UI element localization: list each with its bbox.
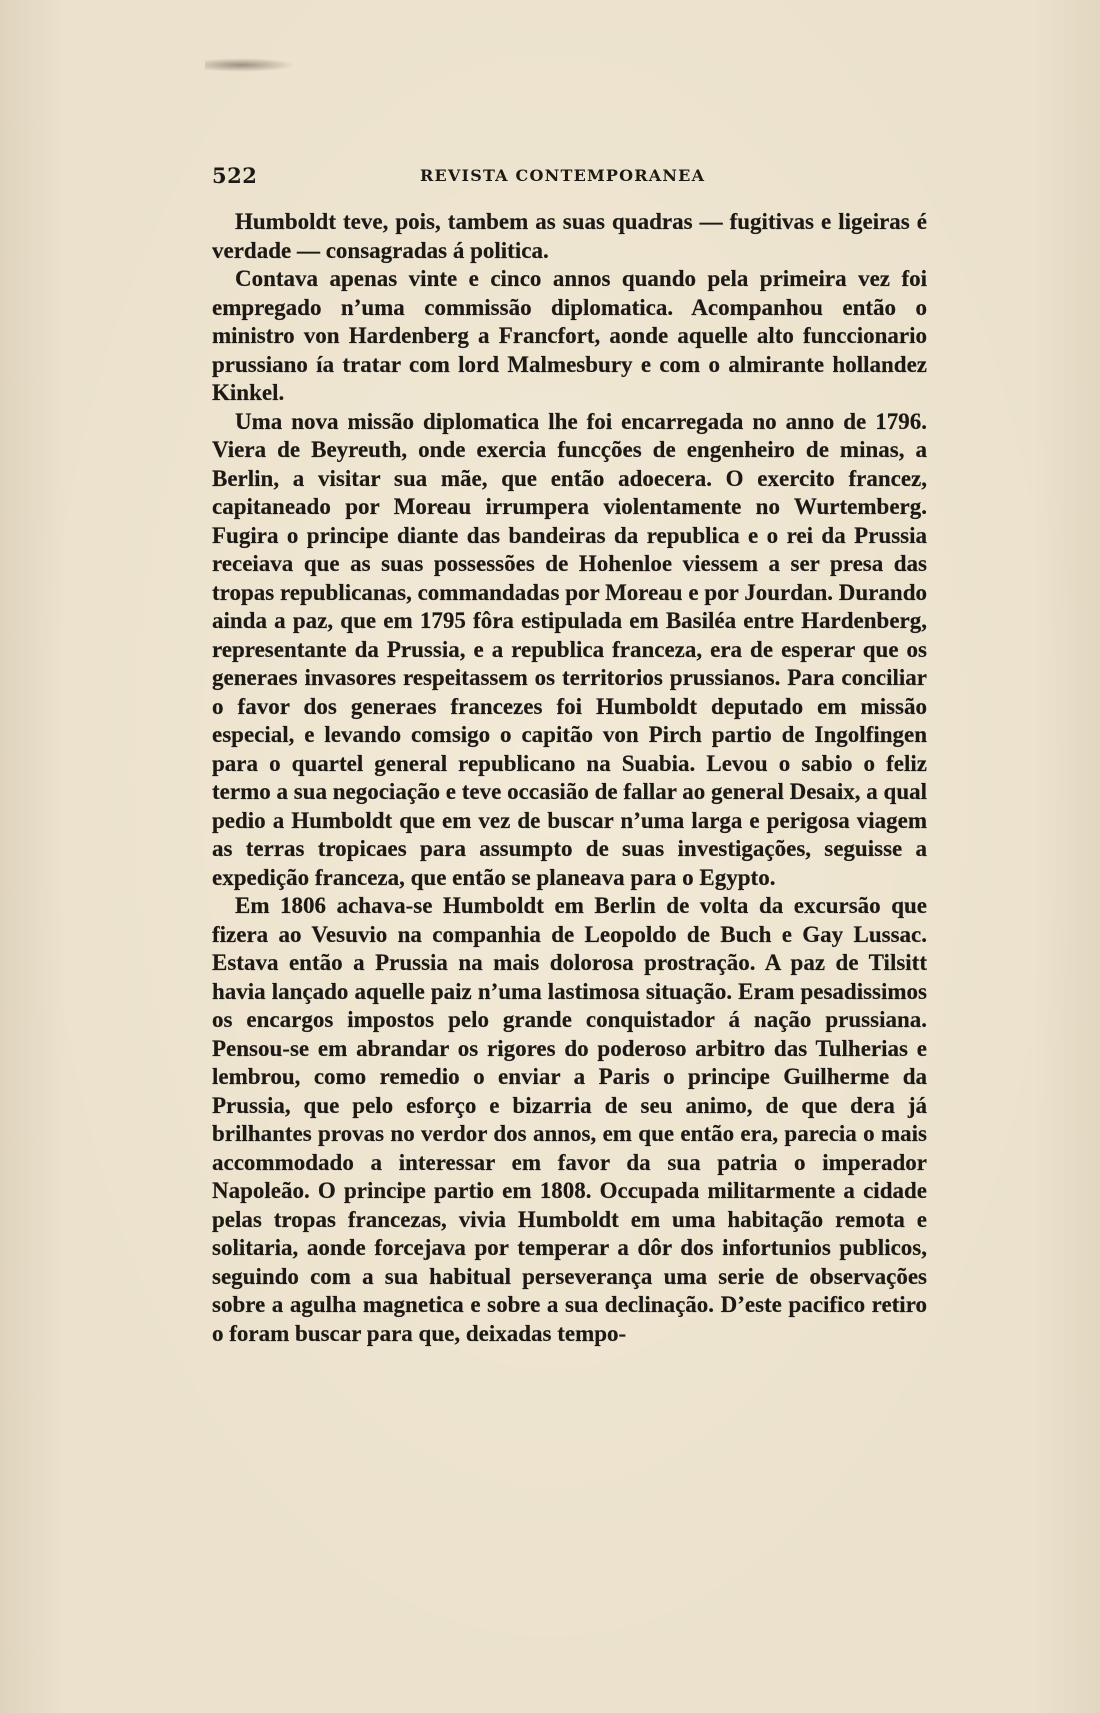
ink-smudge	[205, 58, 295, 72]
body-text	[212, 208, 927, 1348]
paragraph-4: Em 1806 achava-se Humboldt em Berlin de volta da excursão que fizera ao Vesuvio na companhia de Leopoldo de Buch e Gay Lussac. Estava então a Prussia na mais dolorosa prostração. A paz de Tilsitt havia lançado aquelle paiz n’uma lastimosa situação. Eram pesadissimos os encargos impostos pelo grande conquistador á nação prussiana. Pensou-se em abrandar os rigores do poderoso arbitro das Tulherias e lembrou, como remedio o enviar a Paris o principe Guilherme da Prussia, que pelo esforço e bizarria de seu animo, de que dera já brilhantes provas no verdor dos annos, em que então era, parecia o mais accommodado a interessar em favor da sua patria o imperador Napoleão. O principe partio em 1808. Occupada militarmente a cidade pelas tropas francezas, vivia Humboldt em uma habitação remota e solitaria, aonde forcejava por temperar a dôr dos infortunios publicos, seguindo com a sua habitual perseverança uma serie de observações sobre a agulha magnetica e sobre a sua declinação. D’este pacifico retiro o foram buscar para que, deixadas tempo-	[212, 893, 927, 1346]
paragraph-2: Contava apenas vinte e cinco annos quando pela primeira vez foi empregado n’uma commissão diplomatica. Acompanhou então o ministro von Hardenberg a Francfort, aonde aquelle alto funccionario prussiano ía tratar com lord Malmesbury e com o almirante hollandez Kinkel.	[212, 266, 927, 405]
page-number: 522	[212, 163, 258, 188]
running-title: REVISTA CONTEMPORANEA	[420, 166, 706, 185]
page-header	[212, 163, 927, 191]
paragraph-3: Uma nova missão diplomatica lhe foi encarregada no anno de 1796. Viera de Beyreuth, onde exercia funcções de engenheiro de minas, a Berlin, a visitar sua mãe, que então adoecera. O exercito francez, capitaneado por Moreau irrumpera violentamente no Wurtemberg. Fugira o principe diante das bandeiras da republica e o rei da Prussia receiava que as suas possessões de Hohenloe viessem a ser presa das tropas republicanas, commandadas por Moreau e por Jourdan. Durando ainda a paz, que em 1795 fôra estipulada em Basiléa entre Hardenberg, representante da Prussia, e a republica franceza, era de esperar que os generaes invasores respeitassem os territorios prussianos. Para conciliar o favor dos generaes francezes foi Humboldt deputado em missão especial, e levando comsigo o capitão von Pirch partio de Ingolfingen para o quartel general republicano na Suabia. Levou o sabio o feliz termo a sua negociação e teve occasião de fallar ao general Desaix, a qual pedio a Humboldt que em vez de buscar n’uma larga e perigosa viagem as terras tropicaes para assumpto de suas investigações, seguisse a expedição franceza, que então se planeava para o Egypto.	[212, 408, 927, 890]
paragraph-1: Humboldt teve, pois, tambem as suas quadras — fugitivas e ligeiras é verdade — consagradas á politica.	[212, 209, 927, 263]
